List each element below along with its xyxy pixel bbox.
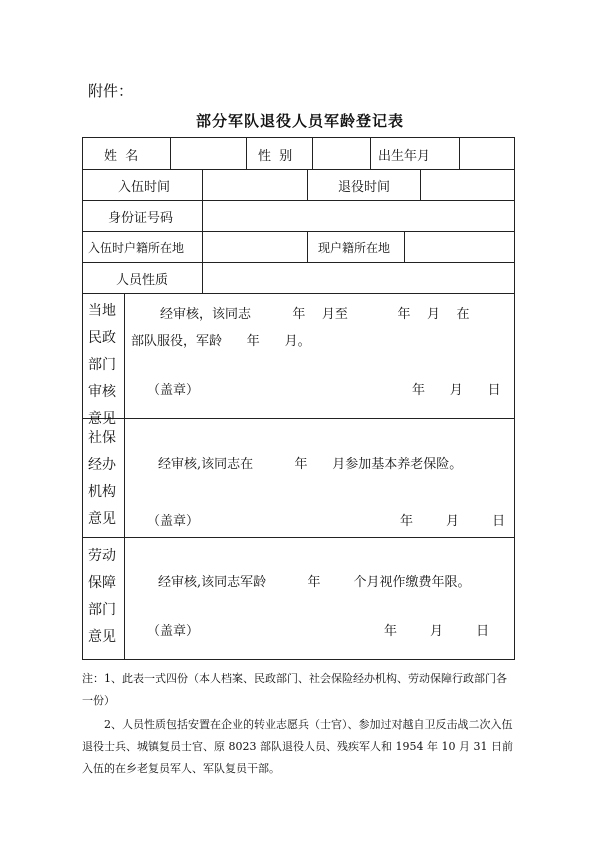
civil-affairs-review-text: 经审核，该同志 年 月至 年 月 在	[160, 307, 470, 322]
section-label-line: 部门	[88, 357, 116, 373]
cell-divider	[307, 231, 308, 262]
cell-divider	[202, 231, 203, 262]
discharge-time-label: 退役时间	[338, 180, 391, 195]
section-label-divider	[124, 293, 125, 660]
civil-affairs-service-text: 部队服役，军龄 年 月。	[131, 334, 311, 349]
cell-divider	[202, 200, 203, 231]
social-security-seal: （盖章）	[147, 514, 200, 529]
row-divider	[82, 231, 515, 232]
attachment-label: 附件：	[88, 82, 134, 100]
section-label-line: 机构	[88, 484, 116, 500]
social-security-text: 经审核,该同志在 年 月参加基本养老保险。	[158, 457, 463, 472]
section-label-line: 民政	[88, 330, 116, 346]
labor-security-text: 经审核,该同志军龄 年 个月视作缴费年限。	[158, 575, 471, 590]
personnel-type-label: 人员性质	[116, 273, 169, 288]
civil-affairs-seal: （盖章）	[147, 383, 200, 398]
section-label-line: 社保	[88, 430, 116, 446]
cell-divider	[307, 169, 308, 200]
id-number-label: 身份证号码	[108, 211, 174, 226]
notes	[82, 668, 515, 780]
row-divider	[82, 169, 515, 170]
section-label-line: 部门	[88, 602, 116, 618]
labor-security-section-label	[88, 543, 116, 651]
section-label-line: 意见	[88, 511, 116, 527]
section-label-line: 意见	[88, 629, 116, 645]
cell-divider	[170, 137, 171, 169]
enlist-time-label: 入伍时间	[118, 180, 171, 195]
cell-divider	[370, 137, 371, 169]
cell-divider	[459, 137, 460, 169]
section-label-line: 审核	[88, 384, 116, 400]
section-label-line: 当地	[88, 303, 116, 319]
gender-label: 性 别	[258, 149, 293, 164]
labor-security-seal: （盖章）	[147, 624, 200, 639]
cell-divider	[420, 169, 421, 200]
row-divider	[82, 418, 515, 419]
cell-divider	[202, 262, 203, 293]
section-label-line: 劳动	[88, 548, 116, 564]
cell-divider	[246, 137, 247, 169]
cell-divider	[404, 231, 405, 262]
birth-date-label: 出生年月	[378, 149, 431, 164]
social-security-date: 年 月 日	[400, 514, 506, 529]
enlist-hukou-label: 入伍时户籍所在地	[88, 241, 185, 255]
note-2: 2、人员性质包括安置在企业的转业志愿兵（士官）、参加过对越自卫反击战二次入伍退役士兵、城镇复员士官、原 8023 部队退役人员、残疾军人和 1954 年 10 月 31 日前入伍的在乡老复员军人、军队复员干部。	[82, 718, 513, 775]
cell-divider	[312, 137, 313, 169]
section-label-line: 意见	[88, 411, 116, 427]
name-label: 姓 名	[104, 149, 139, 164]
current-hukou-label: 现户籍所在地	[318, 241, 391, 255]
labor-security-date: 年 月 日	[384, 624, 490, 639]
section-label-line: 经办	[88, 457, 116, 473]
row-divider	[82, 293, 515, 294]
civil-affairs-date: 年 月 日	[412, 383, 501, 398]
note-1: 注：1、此表一式四份（本人档案、民政部门、社会保险经办机构、劳动保障行政部门各一份）	[82, 672, 507, 707]
page-title: 部分军队退役人员军龄登记表	[195, 112, 404, 130]
section-label-line: 保障	[88, 575, 116, 591]
row-divider	[82, 537, 515, 538]
social-security-section-label	[88, 425, 116, 533]
row-divider	[82, 262, 515, 263]
civil-affairs-section-label	[88, 298, 116, 433]
cell-divider	[202, 169, 203, 200]
row-divider	[82, 200, 515, 201]
